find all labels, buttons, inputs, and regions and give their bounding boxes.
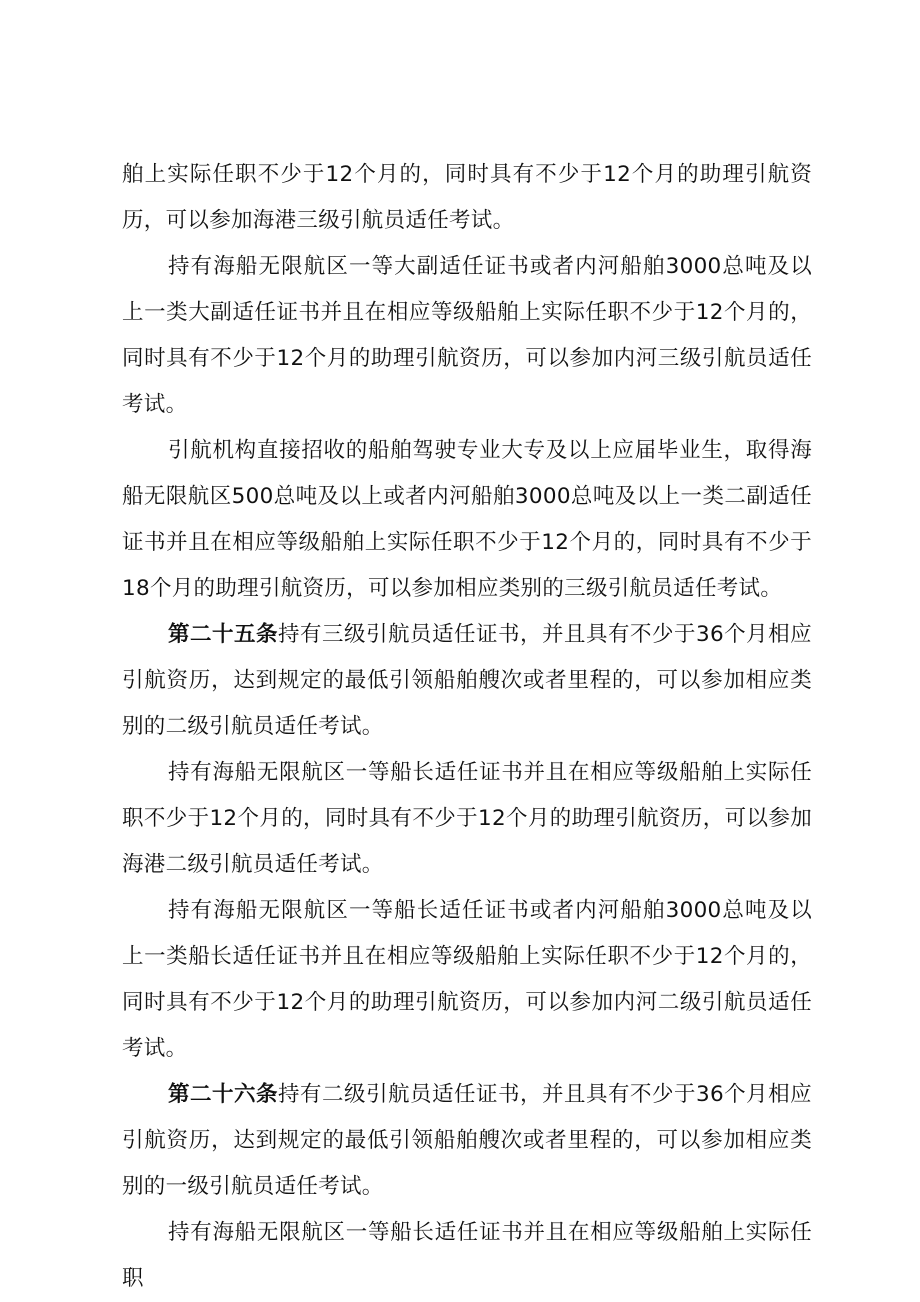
paragraph-text: 持有三级引航员适任证书，并且具有不少于36个月相应引航资历，达到规定的最低引领船舶艘次或者里程的，可以参加相应类别的二级引航员适任考试。: [122, 622, 812, 739]
article-number: 第二十六条: [168, 1082, 279, 1107]
paragraph-text: 持有二级引航员适任证书，并且具有不少于36个月相应引航资历，达到规定的最低引领船舶艘次或者里程的，可以参加相应类别的一级引航员适任考试。: [122, 1082, 812, 1199]
article-26-paragraph: [122, 1072, 812, 1210]
document-body: [122, 152, 812, 1302]
paragraph: [122, 750, 812, 888]
paragraph-continued: [122, 152, 812, 244]
article-number: 第二十五条: [168, 622, 279, 647]
paragraph-text: 持有海船无限航区一等船长适任证书并且在相应等级船舶上实际任职: [122, 1220, 812, 1291]
paragraph: [122, 244, 812, 428]
paragraph-text: 持有海船无限航区一等大副适任证书或者内河船舶3000总吨及以上一类大副适任证书并且在相应等级船舶上实际任职不少于12个月的，同时具有不少于12个月的助理引航资历，可以参加内河三级引航员适任考试。: [122, 254, 812, 417]
paragraph-text: 持有海船无限航区一等船长适任证书或者内河船舶3000总吨及以上一类船长适任证书并且在相应等级船舶上实际任职不少于12个月的，同时具有不少于12个月的助理引航资历，可以参加内河二级引航员适任考试。: [122, 898, 812, 1061]
article-25-paragraph: [122, 612, 812, 750]
paragraph: [122, 428, 812, 612]
paragraph-text: 舶上实际任职不少于12个月的，同时具有不少于12个月的助理引航资历，可以参加海港三级引航员适任考试。: [122, 162, 812, 233]
paragraph-text: 引航机构直接招收的船舶驾驶专业大专及以上应届毕业生，取得海船无限航区500总吨及以上或者内河船舶3000总吨及以上一类二副适任证书并且在相应等级船舶上实际任职不少于12个月的，同时具有不少于18个月的助理引航资历，可以参加相应类别的三级引航员适任考试。: [122, 438, 812, 601]
paragraph: [122, 1210, 812, 1302]
paragraph: [122, 888, 812, 1072]
paragraph-text: 持有海船无限航区一等船长适任证书并且在相应等级船舶上实际任职不少于12个月的，同时具有不少于12个月的助理引航资历，可以参加海港二级引航员适任考试。: [122, 760, 812, 877]
